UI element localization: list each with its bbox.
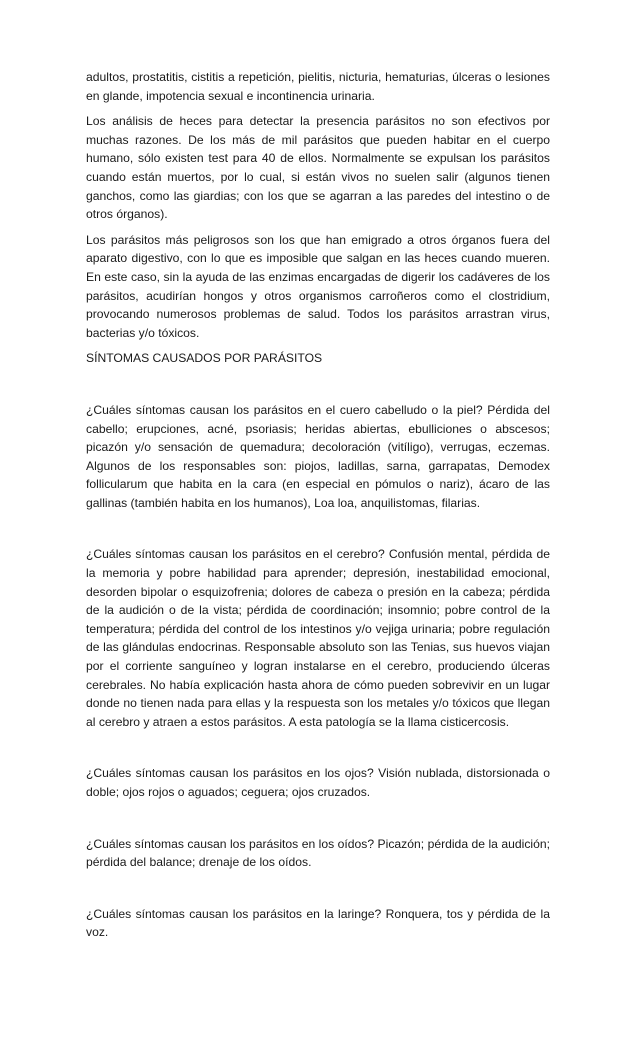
paragraph-urinary-symptoms: adultos, prostatitis, cistitis a repetición, pielitis, nicturia, hematurias, úlceras o lesiones en glande, impotencia sexual e incontinencia urinaria. [86, 70, 550, 103]
paragraph-larynx-symptoms: ¿Cuáles síntomas causan los parásitos en la laringe? Ronquera, tos y pérdida de la voz. [86, 906, 550, 940]
paragraph-stool-analysis: Los análisis de heces para detectar la presencia parásitos no son efectivos por muchas razones. De los más de mil parásitos que pueden habitar en el cuerpo humano, sólo existen test para 40 de ellos. Normalmente se expulsan los parásitos cuando están muertos, por lo cual, si están vivos no suelen salir (algunos tienen ganchos, como las giardias; con los que se agarran a las paredes del intestino o de otros órganos). [86, 114, 550, 222]
paragraph-ear-symptoms: ¿Cuáles síntomas causan los parásitos en los oídos? Picazón; pérdida de la audición; pérdida del balance; drenaje de los oídos. [86, 836, 550, 870]
paragraph-brain-symptoms: ¿Cuáles síntomas causan los parásitos en el cerebro? Confusión mental, pérdida de la memoria y pobre habilidad para aprender; depresión, inestabilidad emocional, desorden bipolar o esquizofrenia; dolores de cabeza o presión en la cabeza; pérdida de la audición o de la vista; pérdida de coordinación; insomnio; pobre control de la temperatura; pérdida del control de los intestinos y/o vejiga urinaria; pobre regulación de las glándulas endocrinas. Responsable absoluto son las Tenias, sus huevos viajan por el corriente sanguíneo y logran instalarse en el cerebro, produciendo úlceras cerebrales. No había explicación hasta ahora de cómo pueden sobrevivir en un lugar donde no tienen nada para ellas y la respuesta son los metales y/o tóxicos que llegan al cerebro y atraen a estos parásitos. A esta patología se la llama cisticercosis. [86, 547, 550, 729]
paragraph-skin-symptoms: ¿Cuáles síntomas causan los parásitos en el cuero cabelludo o la piel? Pérdida del cabello; erupciones, acné, psoriasis; heridas abiertas, ebulliciones o abscesos; picazón y/o sensación de quemadura; decoloración (vitíligo), verrugas, eczemas. Algunos de los responsables son: piojos, ladillas, sarna, garrapatas, Demodex follicularum que habita en la cara (en especial en pómulos o nariz), ácaro de las gallinas (también habita en los humanos), Loa loa, anquilistomas, filarias. [86, 402, 550, 510]
paragraph-eye-symptoms: ¿Cuáles síntomas causan los parásitos en los ojos? Visión nublada, distorsionada o doble; ojos rojos o aguados; ceguera; ojos cruzados. [86, 766, 550, 799]
section-heading: SÍNTOMAS CAUSADOS POR PARÁSITOS [86, 351, 323, 366]
paragraph-dangerous-parasites: Los parásitos más peligrosos son los que han emigrado a otros órganos fuera del aparato digestivo, con lo que es imposible que salgan en las heces cuando mueren. En este caso, sin la ayuda de las enzimas encargadas de digerir los cadáveres de los parásitos, acudirían hongos y otros organismos carroñeros como el clostridium, provocando numerosos problemas de salud. Todos los parásitos arrastran virus, bacterias y/o tóxicos. [86, 232, 550, 340]
document-page [86, 68, 550, 942]
